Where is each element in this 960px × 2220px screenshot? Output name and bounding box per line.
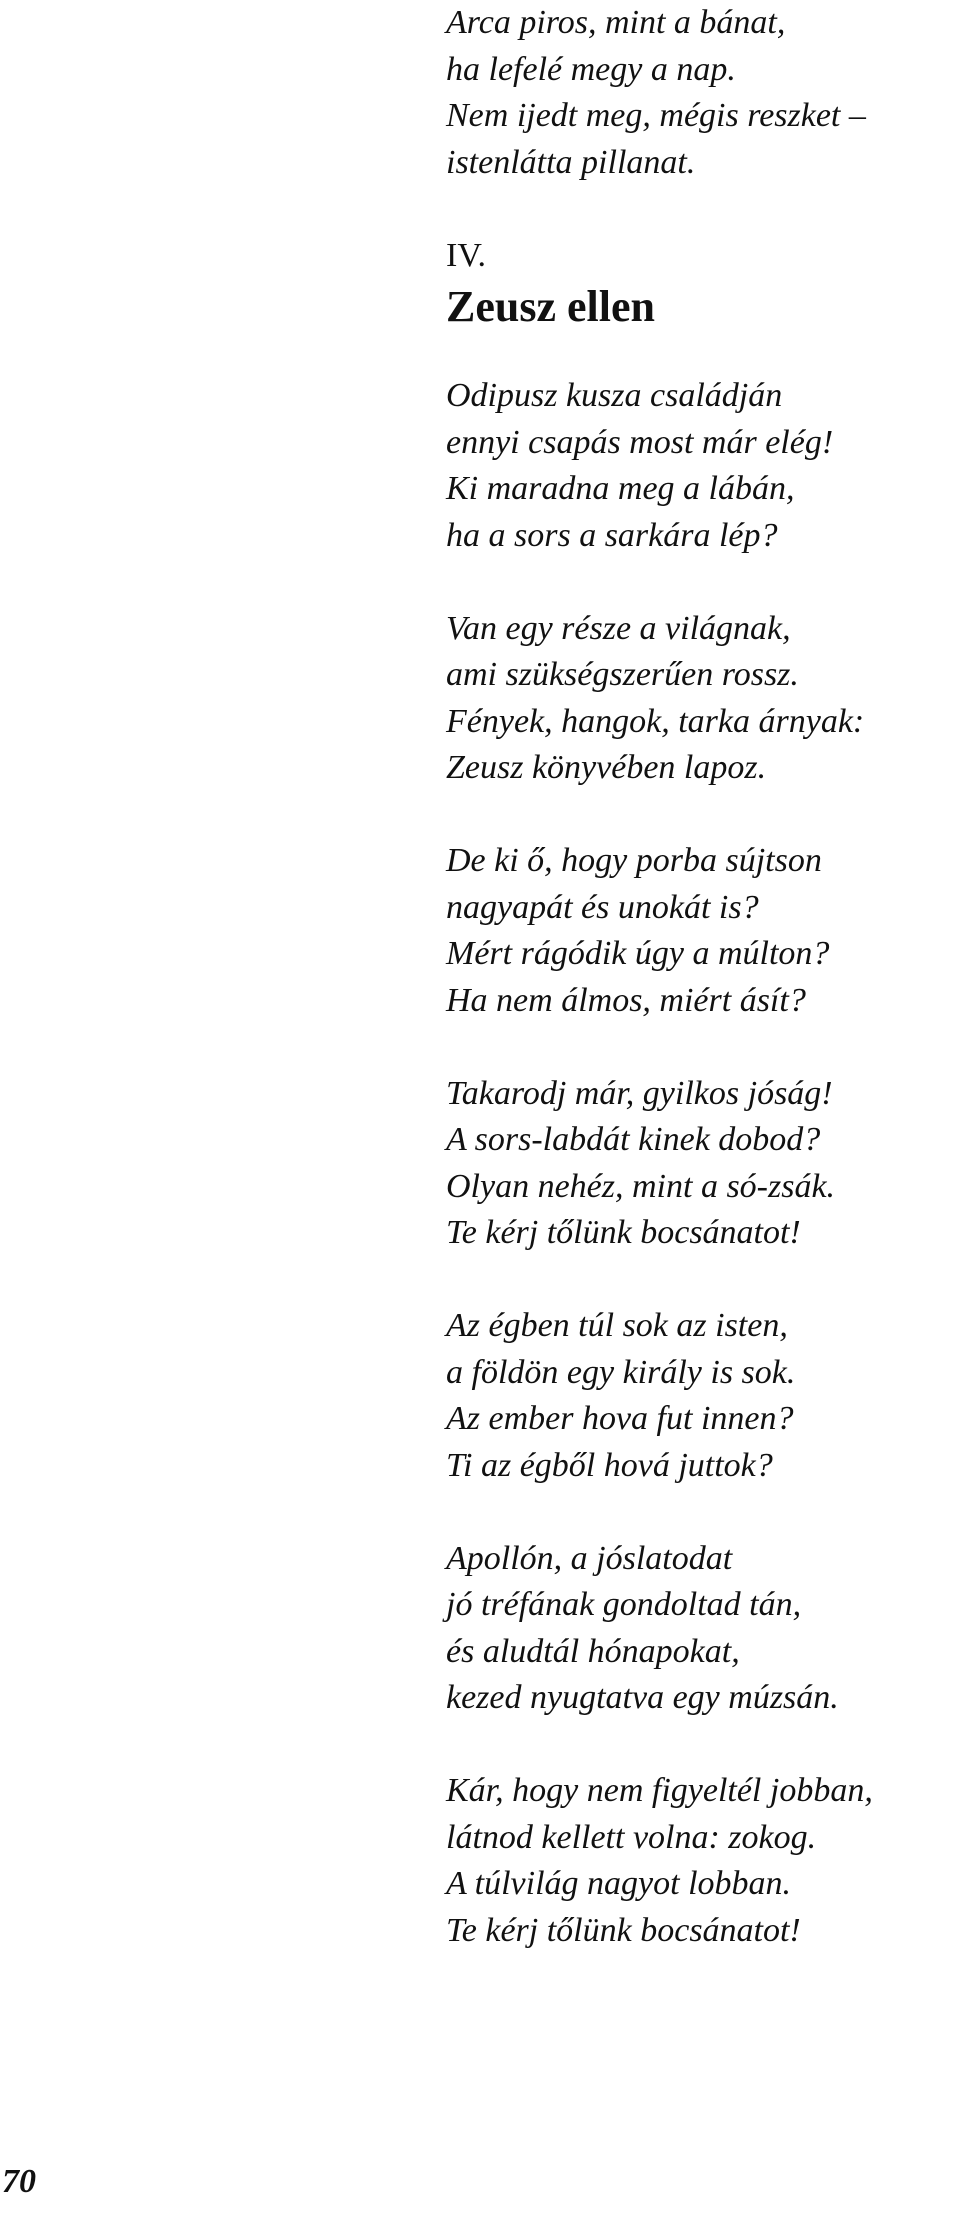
- stanza-4: [446, 1071, 946, 1257]
- poem-line: Van egy része a világnak,: [446, 609, 791, 647]
- poem-line: Kár, hogy nem figyeltél jobban,: [446, 1772, 873, 1809]
- poem-line: A sors-labdát kinek dobod?: [446, 1121, 821, 1158]
- stanza-6: [446, 1536, 946, 1722]
- stanza-3: [446, 838, 946, 1024]
- poem-line: ha lefelé megy a nap.: [446, 50, 736, 88]
- poem-line: Ti az égből hová juttok?: [446, 1446, 773, 1484]
- poem-line: látnod kellett volna: zokog.: [446, 1818, 817, 1856]
- poem-line: ennyi csapás most már elég!: [446, 423, 834, 461]
- poem-line: a földön egy király is sok.: [446, 1353, 796, 1391]
- poem-line: és aludtál hónapokat,: [446, 1632, 740, 1670]
- poem-line: Ha nem álmos, miért ásít?: [446, 981, 806, 1019]
- poem-line: Te kérj tőlünk bocsánatot!: [446, 1911, 801, 1949]
- poem-line: Ki maradna meg a lábán,: [446, 470, 795, 507]
- poem-line: Az ember hova fut innen?: [446, 1400, 794, 1437]
- poem-line: Apollón, a jóslatodat: [446, 1539, 733, 1577]
- poem-line: istenlátta pillanat.: [446, 143, 696, 181]
- poem-line: jó tréfának gondoltad tán,: [446, 1586, 802, 1623]
- poem-line: Te kérj tőlünk bocsánatot!: [446, 1214, 801, 1251]
- poem-line: A túlvilág nagyot lobban.: [446, 1865, 792, 1902]
- poem-line: kezed nyugtatva egy múzsán.: [446, 1679, 839, 1716]
- stanza-2: [446, 606, 946, 792]
- poem-line: Zeusz könyvében lapoz.: [446, 749, 767, 786]
- stanza-7: [446, 1768, 946, 1954]
- poem-line: nagyapát és unokát is?: [446, 888, 759, 926]
- section-number: IV.: [446, 236, 486, 274]
- poem-line: Mért rágódik úgy a múlton?: [446, 935, 830, 972]
- poem-line: Arca piros, mint a bánat,: [446, 4, 786, 41]
- poem-line: ami szükségszerűen rossz.: [446, 656, 799, 693]
- poem-line: Odipusz kusza családján: [446, 377, 783, 414]
- poem-line: Takarodj már, gyilkos jóság!: [446, 1074, 833, 1112]
- poem-line: Az égben túl sok az isten,: [446, 1307, 788, 1344]
- page-number: 70: [2, 2163, 36, 2200]
- stanza-1: [446, 373, 946, 559]
- intro-stanza: [446, 0, 946, 186]
- poem-line: Nem ijedt meg, mégis reszket –: [446, 97, 866, 134]
- stanza-5: [446, 1303, 946, 1489]
- poem-line: De ki ő, hogy porba sújtson: [446, 842, 822, 879]
- section-title: Zeusz ellen: [446, 282, 655, 331]
- poem-page: [446, 0, 946, 1954]
- poem-line: Fények, hangok, tarka árnyak:: [446, 702, 865, 740]
- poem-line: ha a sors a sarkára lép?: [446, 516, 778, 554]
- poem-line: Olyan nehéz, mint a só-zsák.: [446, 1167, 836, 1205]
